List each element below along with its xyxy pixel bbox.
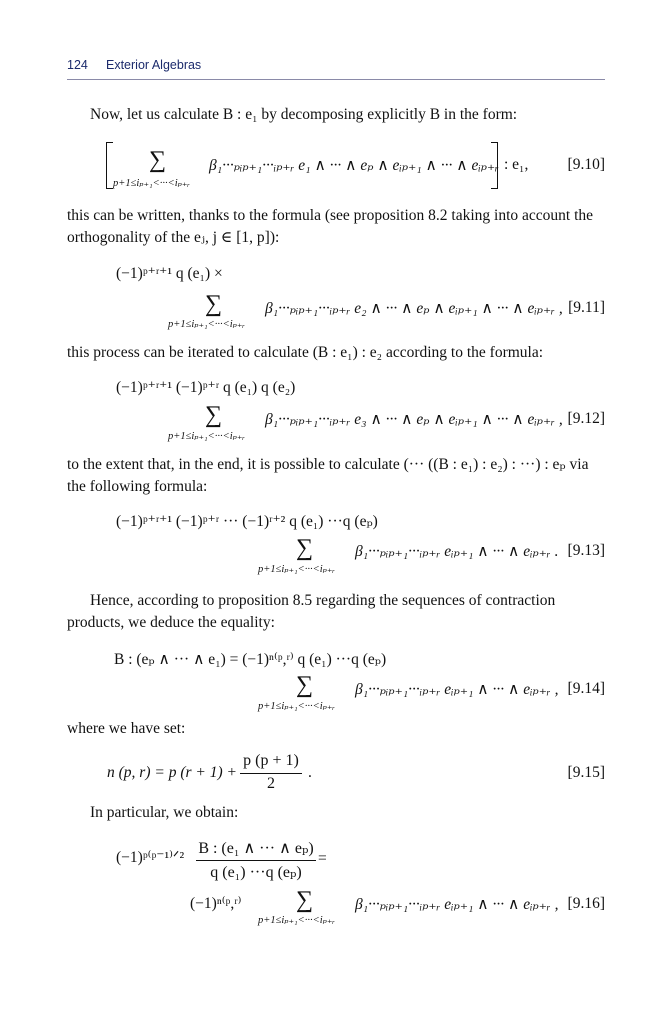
fraction-numerator: p (p + 1)	[243, 752, 299, 769]
equation-tail: .	[308, 764, 312, 781]
sum-index: p+1≤iₚ₊₁<···<iₚ₊ᵣ	[113, 178, 190, 189]
sum-index: p+1≤iₚ₊₁<···<iₚ₊ᵣ	[258, 701, 335, 712]
equation-line-1: (−1)ᵖ⁺ʳ⁺¹ (−1)ᵖ⁺ʳ ··· (−1)ʳ⁺² q (e₁) ···q (eₚ)	[116, 513, 378, 530]
equation-body: β₁···ₚᵢₚ₊₁···ᵢₚ₊ᵣ e₃ ∧ ··· ∧ eₚ ∧ eᵢₚ₊₁ ∧ ··· ∧ eᵢₚ₊ᵣ ,	[265, 411, 563, 428]
equation-number: [9.13]	[567, 542, 605, 559]
sum-index: p+1≤iₚ₊₁<···<iₚ₊ᵣ	[258, 915, 335, 926]
sum-symbol: ∑	[205, 291, 223, 317]
equation-number: [9.15]	[567, 764, 605, 781]
equation-body: β₁···ₚᵢₚ₊₁···ᵢₚ₊ᵣ eᵢₚ₊₁ ∧ ··· ∧ eᵢₚ₊ᵣ .	[355, 543, 559, 560]
paragraph-6: where we have set:	[67, 720, 186, 737]
fraction-denominator: q (e₁) ···q (eₚ)	[210, 864, 302, 881]
equation-body: β₁···ₚᵢₚ₊₁···ᵢₚ₊ᵣ e₂ ∧ ··· ∧ eₚ ∧ eᵢₚ₊₁ ∧ ··· ∧ eᵢₚ₊ᵣ ,	[265, 300, 563, 317]
equation-number: [9.12]	[567, 410, 605, 427]
equation-line-1: (−1)ᵖ⁺ʳ⁺¹ q (e₁) ×	[116, 265, 223, 282]
equation-number: [9.10]	[567, 156, 605, 173]
equation-lhs: n (p, r) = p (r + 1) +	[107, 764, 237, 781]
sum-index: p+1≤iₚ₊₁<···<iₚ₊ᵣ	[168, 319, 245, 330]
sum-symbol: ∑	[296, 535, 314, 561]
paragraph-7: In particular, we obtain:	[90, 804, 239, 821]
paragraph-4-line-1: to the extent that, in the end, it is possible to calculate (··· ((B : e₁) : e₂) : ···) : eₚ via	[67, 456, 589, 473]
paragraph-5-line-2: products, we deduce the equality:	[67, 614, 275, 631]
sum-symbol: ∑	[205, 402, 223, 428]
paragraph-3: this process can be iterated to calculate (B : e₁) : e₂ according to the formula:	[67, 344, 544, 361]
paragraph-4-line-2: the following formula:	[67, 478, 208, 495]
equation-number: [9.16]	[567, 895, 605, 912]
equals-sign: =	[318, 850, 327, 867]
sum-symbol: ∑	[149, 147, 167, 173]
paragraph-2-line-1: this can be written, thanks to the formula (see proposition 8.2 taking into account the	[67, 207, 594, 224]
equation-body: β₁···ₚᵢₚ₊₁···ᵢₚ₊ᵣ eᵢₚ₊₁ ∧ ··· ∧ eᵢₚ₊ᵣ ,	[355, 896, 559, 913]
sum-index: p+1≤iₚ₊₁<···<iₚ₊ᵣ	[168, 431, 245, 442]
running-header	[67, 57, 605, 80]
right-bracket	[491, 142, 498, 189]
equation-number: [9.14]	[567, 680, 605, 697]
equation-body: β₁···ₚᵢₚ₊₁···ᵢₚ₊ᵣ eᵢₚ₊₁ ∧ ··· ∧ eᵢₚ₊ᵣ ,	[355, 681, 559, 698]
equation-body: β₁···ₚᵢₚ₊₁···ᵢₚ₊ᵣ e₁ ∧ ··· ∧ eₚ ∧ eᵢₚ₊₁ ∧ ··· ∧ eᵢₚ₊ᵣ	[209, 157, 499, 174]
fraction-bar	[240, 773, 302, 774]
equation-line-1: B : (eₚ ∧ ··· ∧ e₁) = (−1)ⁿ⁽ᵖ,ʳ⁾ q (e₁) ···q (eₚ)	[114, 651, 387, 668]
fraction-numerator: B : (e₁ ∧ ··· ∧ eₚ)	[198, 840, 314, 857]
paragraph-5-line-1: Hence, according to proposition 8.5 regarding the sequences of contraction	[90, 592, 556, 609]
equation-line-2: (−1)ⁿ⁽ᵖ,ʳ⁾	[190, 895, 242, 912]
equation-line-1: (−1)ᵖ⁺ʳ⁺¹ (−1)ᵖ⁺ʳ q (e₁) q (e₂)	[116, 379, 296, 396]
running-title: Exterior Algebras	[106, 58, 202, 72]
equation-tail: : e₁,	[504, 156, 529, 173]
sum-index: p+1≤iₚ₊₁<···<iₚ₊ᵣ	[258, 564, 335, 575]
paragraph-1: Now, let us calculate B : e₁ by decomposing explicitly B in the form:	[90, 106, 518, 123]
equation-lhs: (−1)ᵖ⁽ᵖ⁻¹⁾ᐟ²	[116, 849, 185, 866]
sum-symbol: ∑	[296, 887, 314, 913]
page-number: 124	[67, 58, 88, 72]
sum-symbol: ∑	[296, 672, 314, 698]
fraction-bar	[196, 860, 316, 861]
equation-number: [9.11]	[568, 299, 605, 316]
left-bracket	[106, 142, 113, 189]
fraction-denominator: 2	[267, 775, 275, 792]
paragraph-2-line-2: orthogonality of the eⱼ, j ∈ [1, p]):	[67, 229, 280, 246]
